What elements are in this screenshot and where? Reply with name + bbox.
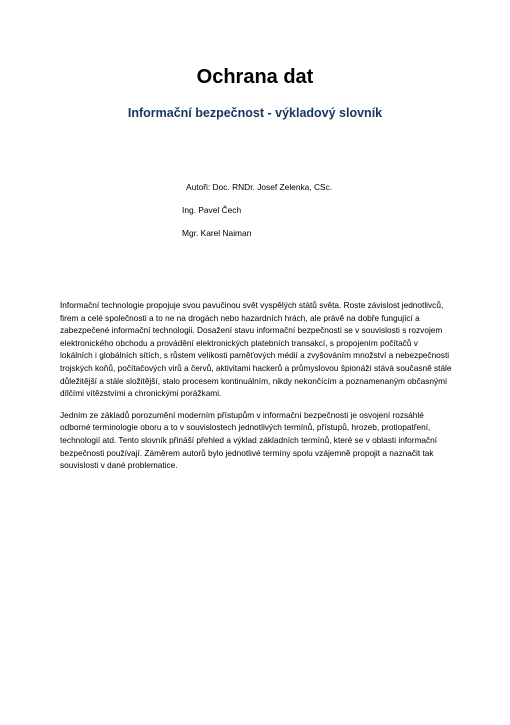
- paragraph-2: Jedním ze základů porozumění moderním přístupům v informační bezpečnosti je osvojení rozsáhlé odborné terminologie oboru a to v souvislostech jednotlivých termínů, přístupů, hrozeb, protiopatření, technologií atd. Tento slovník přináší přehled a výklad základních termínů, které se v oblasti informační bezpečnosti používají. Záměrem autorů bylo jednotlivé termíny spolu vzájemně propojit a naznačit tak souvislosti v dané problematice.: [60, 409, 438, 471]
- document-subtitle: Informační bezpečnost - výkladový slovník: [127, 106, 383, 120]
- author-line-3: Mgr. Karel Naiman: [182, 228, 252, 238]
- body-text: [60, 299, 452, 481]
- author-line-1: Autoři: Doc. RNDr. Josef Zelenka, CSc.: [186, 182, 333, 192]
- author-line-2: Ing. Pavel Čech: [182, 205, 242, 215]
- paragraph-1: Informační technologie propojuje svou pavučinou svět vyspělých států světa. Roste závislost jednotlivců, firem a celé společnosti a to ne na drogách nebo hazardních hrách, ale právě na dobře fungující a zabezpečené informační technologii. Dosažení stavu informační bezpečnosti se v souvislosti s rozvojem elektronického obchodu a provádění elektronických platebních transakcí, s propojením počítačů v lokálních i globálních sítích, s růstem velikosti paměťových médií a zvyšováním množství a nebezpečnosti trojských koňů, počítačových virů a červů, aktivitami hackerů a průmyslovou špionáží stává současně stále důležitější a stále složitější, stalo procesem kontinuálním, nikdy nekončícím a poznamenaným občasnými dílčími vítězstvími a chronickými porážkami.: [60, 300, 452, 399]
- author-list: [182, 182, 462, 251]
- document-title: Ochrana dat: [196, 66, 314, 88]
